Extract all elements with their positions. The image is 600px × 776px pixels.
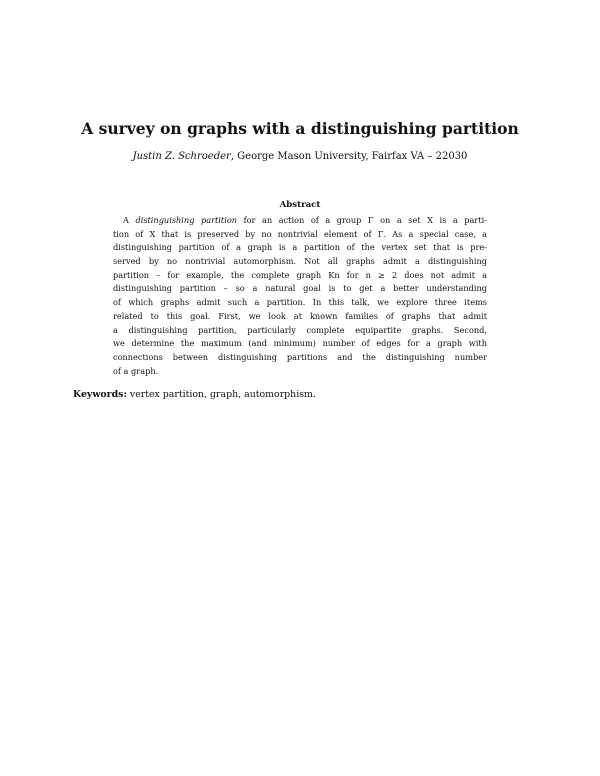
author-line (0, 151, 600, 162)
abstract-line: tion of X that is preserved by no nontrivial element of Γ. As a special case, a (113, 228, 487, 239)
abstract-line: a distinguishing partition, particularly complete equipartite graphs. Second, (113, 324, 487, 335)
abstract-line (113, 214, 487, 228)
abstract-line: partition – for example, the complete graph Kn for n ≥ 2 does not admit a (113, 269, 487, 280)
abstract-emphasis: distinguishing partition (135, 215, 238, 225)
abstract-text: for an action of a group Γ on a set X is a parti- (237, 215, 487, 225)
abstract-heading: Abstract (279, 200, 321, 210)
abstract-line: of a graph. (113, 365, 159, 376)
abstract-line: distinguishing partition – so a natural goal is to get a better understanding (113, 283, 487, 294)
abstract-line: connections between distinguishing partitions and the distinguishing number (113, 351, 487, 362)
paper-title: A survey on graphs with a distinguishing partition (81, 119, 519, 138)
abstract-line: distinguishing partition of a graph is a partition of the vertex set that is pre- (113, 242, 487, 253)
author-affiliation: , George Mason University, Fairfax VA – 22030 (230, 151, 468, 162)
abstract-body (113, 214, 487, 378)
abstract-text: A (123, 215, 136, 225)
keywords-label: Keywords: (73, 389, 127, 400)
author-name: Justin Z. Schroeder (132, 151, 231, 162)
abstract-line: of which graphs admit such a partition. In this talk, we explore three items (113, 297, 487, 308)
abstract-line: we determine the maximum (and minimum) number of edges for a graph with (113, 338, 487, 349)
abstract-line: related to this goal. First, we look at known families of graphs that admit (113, 310, 487, 321)
keywords-text: vertex partition, graph, automorphism. (126, 389, 316, 400)
abstract-line: served by no nontrivial automorphism. Not all graphs admit a distinguishing (113, 256, 487, 267)
keywords-line (73, 389, 533, 400)
